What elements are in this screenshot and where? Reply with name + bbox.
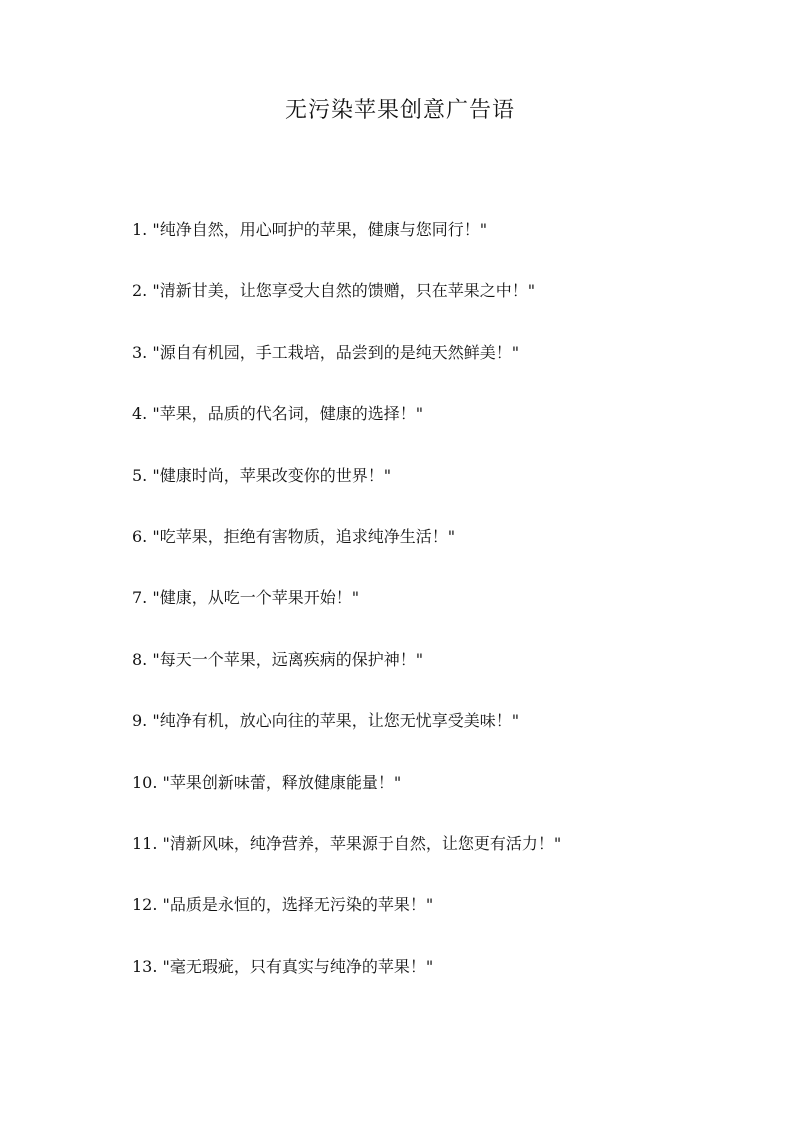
slogan-text: "毫无瑕疵，只有真实与纯净的苹果！" [162, 956, 434, 976]
slogan-item [132, 765, 772, 826]
slogan-text: "清新风味，纯净营养，苹果源于自然，让您更有活力！" [162, 833, 562, 853]
slogan-number: 8. [132, 649, 148, 669]
slogan-item [132, 335, 772, 396]
slogan-text: "吃苹果，拒绝有害物质，追求纯净生活！" [152, 526, 456, 546]
slogan-number: 9. [132, 711, 148, 731]
slogan-number: 3. [132, 342, 148, 362]
slogan-number: 4. [132, 404, 148, 424]
slogan-item [132, 273, 772, 334]
slogan-item [132, 642, 772, 703]
slogan-number: 7. [132, 588, 148, 608]
slogan-number: 11. [132, 833, 158, 853]
document-title: 无污染苹果创意广告语 [284, 98, 515, 123]
slogan-number: 6. [132, 526, 148, 546]
slogan-item [132, 212, 772, 273]
slogan-item [132, 458, 772, 519]
slogan-text: "清新甘美，让您享受大自然的馈赠，只在苹果之中！" [152, 281, 536, 301]
slogan-item [132, 519, 772, 580]
slogan-text: "纯净有机，放心向往的苹果，让您无忧享受美味！" [152, 711, 520, 731]
slogan-text: "苹果创新味蕾，释放健康能量！" [162, 772, 402, 792]
slogan-number: 13. [132, 956, 158, 976]
slogan-item [132, 826, 772, 887]
slogan-list [132, 212, 772, 1010]
slogan-text: "品质是永恒的，选择无污染的苹果！" [162, 895, 434, 915]
slogan-item [132, 396, 772, 457]
slogan-number: 1. [132, 220, 148, 239]
slogan-number: 12. [132, 895, 158, 915]
slogan-text: "苹果，品质的代名词，健康的选择！" [152, 404, 424, 424]
slogan-text: "健康时尚，苹果改变你的世界！" [152, 465, 392, 485]
slogan-text: "每天一个苹果，远离疾病的保护神！" [152, 649, 424, 669]
slogan-number: 2. [132, 281, 148, 301]
slogan-number: 10. [132, 772, 158, 792]
slogan-text: "健康，从吃一个苹果开始！" [152, 588, 360, 608]
slogan-item [132, 887, 772, 948]
slogan-number: 5. [132, 465, 148, 485]
slogan-item [132, 580, 772, 641]
slogan-text: "源自有机园，手工栽培，品尝到的是纯天然鲜美！" [152, 342, 520, 362]
slogan-item [132, 703, 772, 764]
slogan-item [132, 949, 772, 1010]
slogan-text: "纯净自然，用心呵护的苹果，健康与您同行！" [152, 220, 488, 239]
